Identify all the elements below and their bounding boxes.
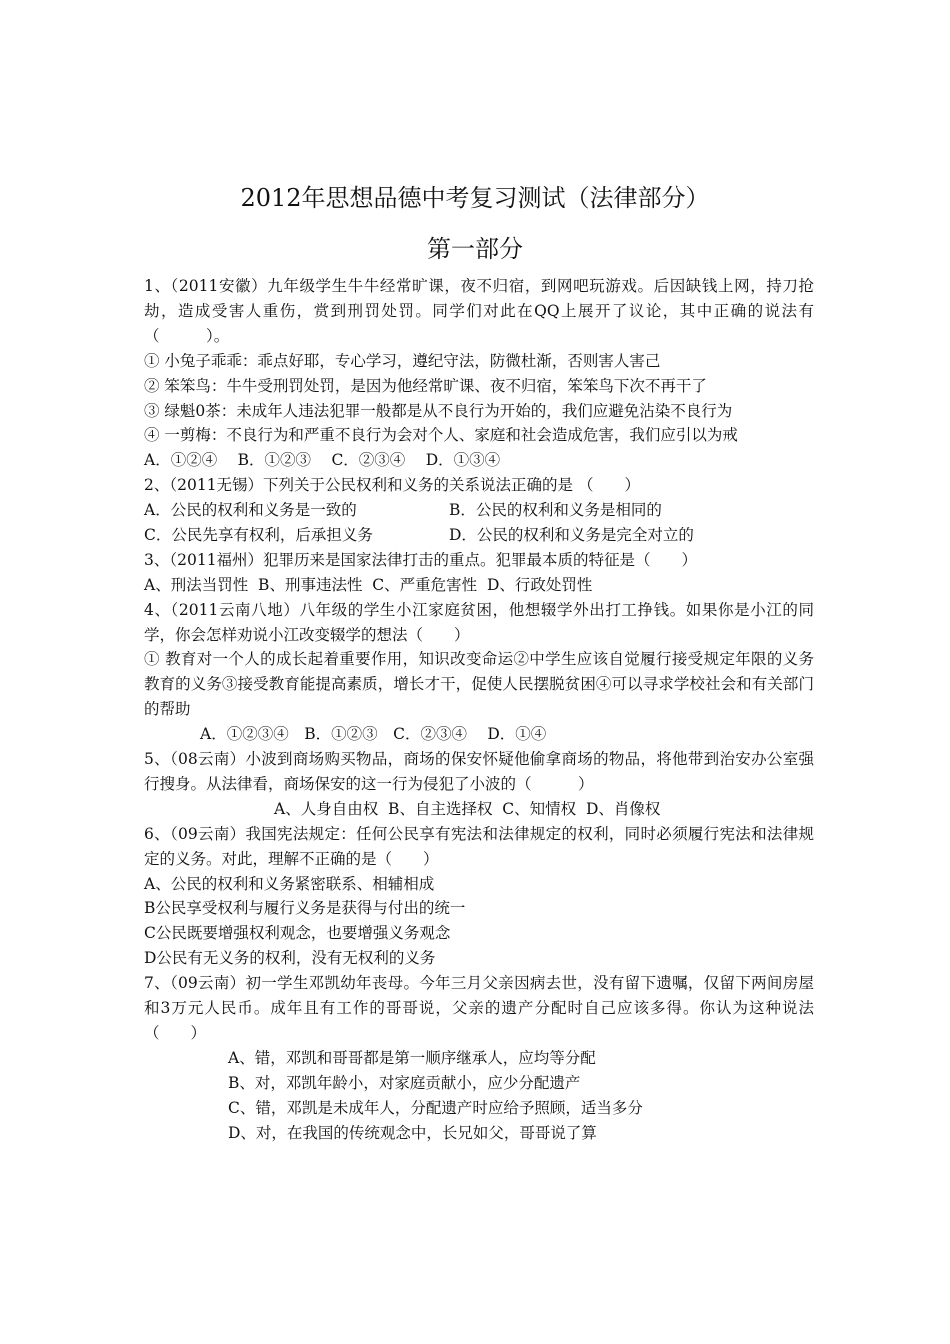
q1-statement-2: ② 笨笨鸟：牛牛受刑罚处罚，是因为他经常旷课、夜不归宿，笨笨鸟下次不再干了 (144, 376, 707, 395)
q7-option-b: B、对，邓凯年龄小，对家庭贡献小，应少分配遗产 (228, 1073, 581, 1092)
page-title: 2012年思想品德中考复习测试（法律部分） (240, 184, 710, 212)
q6-stem: 6、（09云南）我国宪法规定：任何公民享有宪法和法律规定的权利，同时必须履行宪法和法律规定的义务。对此，理解不正确的是（ ） (144, 824, 814, 868)
q1-statement-3: ③ 绿魁0茶：未成年人违法犯罪一般都是从不良行为开始的，我们应避免沾染不良行为 (144, 401, 733, 420)
section-title: 第一部分 (427, 235, 523, 263)
q2-option-d: D．公民的权利和义务是完全对立的 (449, 525, 694, 544)
q2-option-a: A．公民的权利和义务是一致的 (144, 501, 357, 520)
q2-option-b: B．公民的权利和义务是相同的 (449, 501, 662, 520)
q3-stem: 3、（2011福州）犯罪历来是国家法律打击的重点。犯罪最本质的特征是（ ） (144, 550, 698, 569)
q6-option-b: B公民享受权利与履行义务是获得与付出的统一 (144, 899, 466, 918)
q5-options: A、人身自由权 B、自主选择权 C、知情权 D、肖像权 (274, 799, 661, 818)
q2-option-c: C．公民先享有权利，后承担义务 (144, 525, 373, 544)
q2-options-row-2 (144, 523, 814, 548)
q7-option-d: D、对，在我国的传统观念中，长兄如父，哥哥说了算 (228, 1123, 597, 1142)
q1-stem: 1、（2011安徽）九年级学生牛牛经常旷课，夜不归宿，到网吧玩游戏。后因缺钱上网，持刀抢劫，造成受害人重伤，赏到刑罚处罚。同学们对此在QQ上展开了议论，其中正确的说法有（ ）。 (144, 277, 814, 345)
q4-stem: 4、（2011云南八地）八年级的学生小江家庭贫困，他想辍学外出打工挣钱。如果你是小江的同学，你会怎样劝说小江改变辍学的想法（ ） (144, 600, 814, 644)
q4-body: ① 教育对一个人的成长起着重要作用，知识改变命运②中学生应该自觉履行接受规定年限的义务教育的义务③接受教育能提高素质，增长才干，促使人民摆脱贫困④可以寻求学校社会和有关部门的帮助 (144, 650, 814, 719)
q1-statement-4: ④ 一剪梅：不良行为和严重不良行为会对个人、家庭和社会造成危害，我们应引以为戒 (144, 426, 738, 445)
q5-stem: 5、（08云南）小波到商场购买物品，商场的保安怀疑他偷拿商场的物品，将他带到治安办公室强行搜身。从法律看，商场保安的这一行为侵犯了小波的（ ） (144, 750, 814, 793)
q7-option-a: A、错，邓凯和哥哥都是第一顺序继承人，应均等分配 (228, 1048, 596, 1067)
q6-option-c: C公民既要增强权利观念，也要增强义务观念 (144, 924, 451, 943)
q2-options-row-1 (144, 498, 814, 523)
q1-statement-1: ① 小兔子乖乖：乖点好耶，专心学习，遵纪守法，防微杜渐，否则害人害己 (144, 351, 661, 370)
question-list (144, 274, 814, 1145)
q2-stem: 2、（2011无锡）下列关于公民权利和义务的关系说法正确的是 （ ） (144, 476, 640, 495)
q4-options: A．①②③④ B．①②③ C．②③④ D．①④ (200, 725, 547, 744)
q3-options: A、刑法当罚性 B、刑事违法性 C、严重危害性 D、行政处罚性 (144, 575, 593, 594)
q1-options: A．①②④ B．①②③ C．②③④ D．①③④ (144, 451, 501, 470)
q6-option-a: A、公民的权利和义务紧密联系、相辅相成 (144, 874, 435, 893)
q7-option-c: C、错，邓凯是未成年人，分配遗产时应给予照顾，适当多分 (228, 1098, 643, 1117)
q6-option-d: D公民有无义务的权利，没有无权利的义务 (144, 949, 436, 968)
q7-stem: 7、（09云南）初一学生邓凯幼年丧母。今年三月父亲因病去世，没有留下遗嘱，仅留下两间房屋和3万元人民币。成年且有工作的哥哥说，父亲的遗产分配时自己应该多得。你认为这种说法（ ） (144, 974, 814, 1042)
